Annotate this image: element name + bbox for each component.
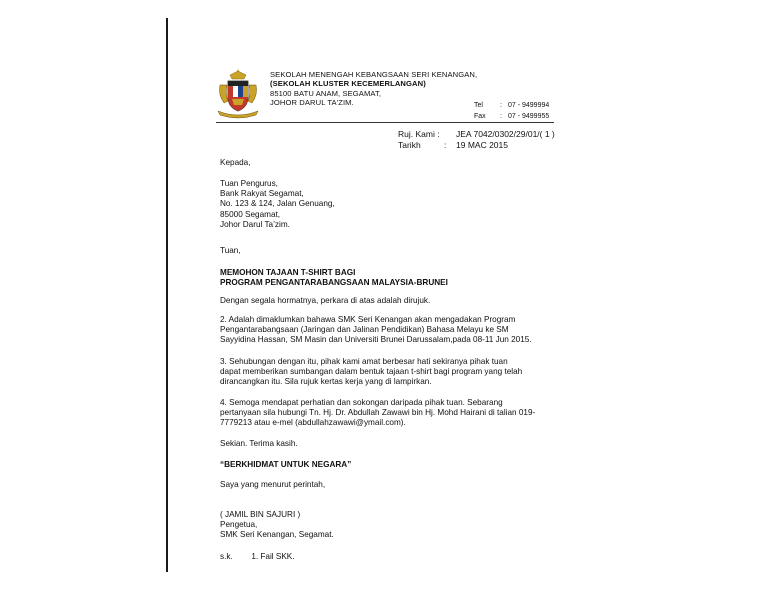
recipient-line: Bank Rakyat Segamat, [220, 189, 304, 199]
closing-line: Sekian. Terima kasih. [220, 439, 298, 448]
date-label: Tarikh [398, 139, 421, 150]
reference-block [398, 129, 555, 150]
fax-separator: : [500, 113, 502, 120]
letterhead-divider [216, 122, 554, 123]
school-address-line2: JOHOR DARUL TA'ZIM. [270, 97, 354, 107]
subject-line: PROGRAM PENGANTARABANGSAAN MALAYSIA-BRUNEI [220, 278, 448, 288]
letter-date: 19 MAC 2015 [456, 139, 508, 150]
cc-item: 1. Fail SKK. [251, 552, 295, 561]
subject-line: MEMOHON TAJAAN T-SHIRT BAGI [220, 268, 356, 277]
fax-value: 07 - 9499955 [508, 113, 550, 120]
recipient-line: Tuan Pengurus, [220, 179, 278, 188]
opening-line: Dengan segala hormatnya, perkara di atas adalah dirujuk. [220, 296, 431, 305]
recipient-line: No. 123 & 124, Jalan Genuang, [220, 199, 335, 209]
recipient-line: 85000 Segamat, [220, 209, 281, 219]
kepada-line: Kepada, [220, 158, 251, 167]
signatory-name: ( JAMIL BIN SAJURI ) [220, 510, 301, 519]
signature-block [220, 510, 551, 541]
school-letterhead [270, 70, 477, 107]
cc-line [220, 552, 551, 562]
signatory-title: Pengetua, [220, 520, 258, 530]
fax-label: Fax [474, 113, 486, 120]
tel-label: Tel [474, 102, 483, 109]
order-line: Saya yang menurut perintah, [220, 480, 326, 489]
paragraph-2: 2. Adalah dimaklumkan bahawa SMK Seri Kenangan akan mengadakan Program Pengantarabangsaan (Jaringan dan Jalinan Pendidikan) Bahasa Melayu ke SM Sayyidina Hassan, SM Masin dan Universiti Brunei Darussalam,pada 08-11 Jun 2015. [220, 315, 532, 345]
reference-number: JEA 7042/0302/29/01/( 1 ) [456, 129, 555, 139]
tel-separator: : [500, 102, 502, 109]
reference-label: Ruj. Kami : [398, 129, 440, 139]
date-separator: : [444, 139, 447, 150]
cc-label: s.k. [220, 552, 233, 561]
recipient-line: Johor Darul Ta’zim. [220, 219, 290, 229]
contact-info [474, 100, 549, 122]
letter-subject [220, 268, 551, 288]
school-name: SEKOLAH MENENGAH KEBANGSAAN SERI KENANGAN, [270, 70, 478, 79]
paragraph-4: 4. Semoga mendapat perhatian dan sokongan daripada pihak tuan. Sebarang pertanyaan sila hubungi Tn. Hj. Dr. Abdullah Zawawi bin Hj. Mohd Hairani di talian 019- 7779213 atau e-mel (abdullahzawawi@ymail.com). [220, 398, 536, 428]
motto: “BERKHIDMAT UNTUK NEGARA” [220, 460, 352, 469]
school-address-line1: 85100 BATU ANAM, SEGAMAT, [270, 88, 382, 98]
salutation: Tuan, [220, 246, 241, 255]
coat-of-arms-icon [216, 67, 260, 119]
letter-page [168, 18, 768, 574]
recipient-address [220, 179, 551, 230]
paragraph-3: 3. Sehubungan dengan itu, pihak kami amat berbesar hati sekiranya pihak tuan dapat memberikan sumbangan dalam bentuk tajaan t-shirt bagi program yang telah dirancangkan itu. Sila rujuk kertas kerja yang di lampirkan. [220, 357, 523, 387]
school-cluster: (SEKOLAH KLUSTER KECEMERLANGAN) [270, 79, 426, 89]
tel-value: 07 - 9499994 [508, 102, 550, 109]
signatory-org: SMK Seri Kenangan, Segamat. [220, 530, 334, 540]
